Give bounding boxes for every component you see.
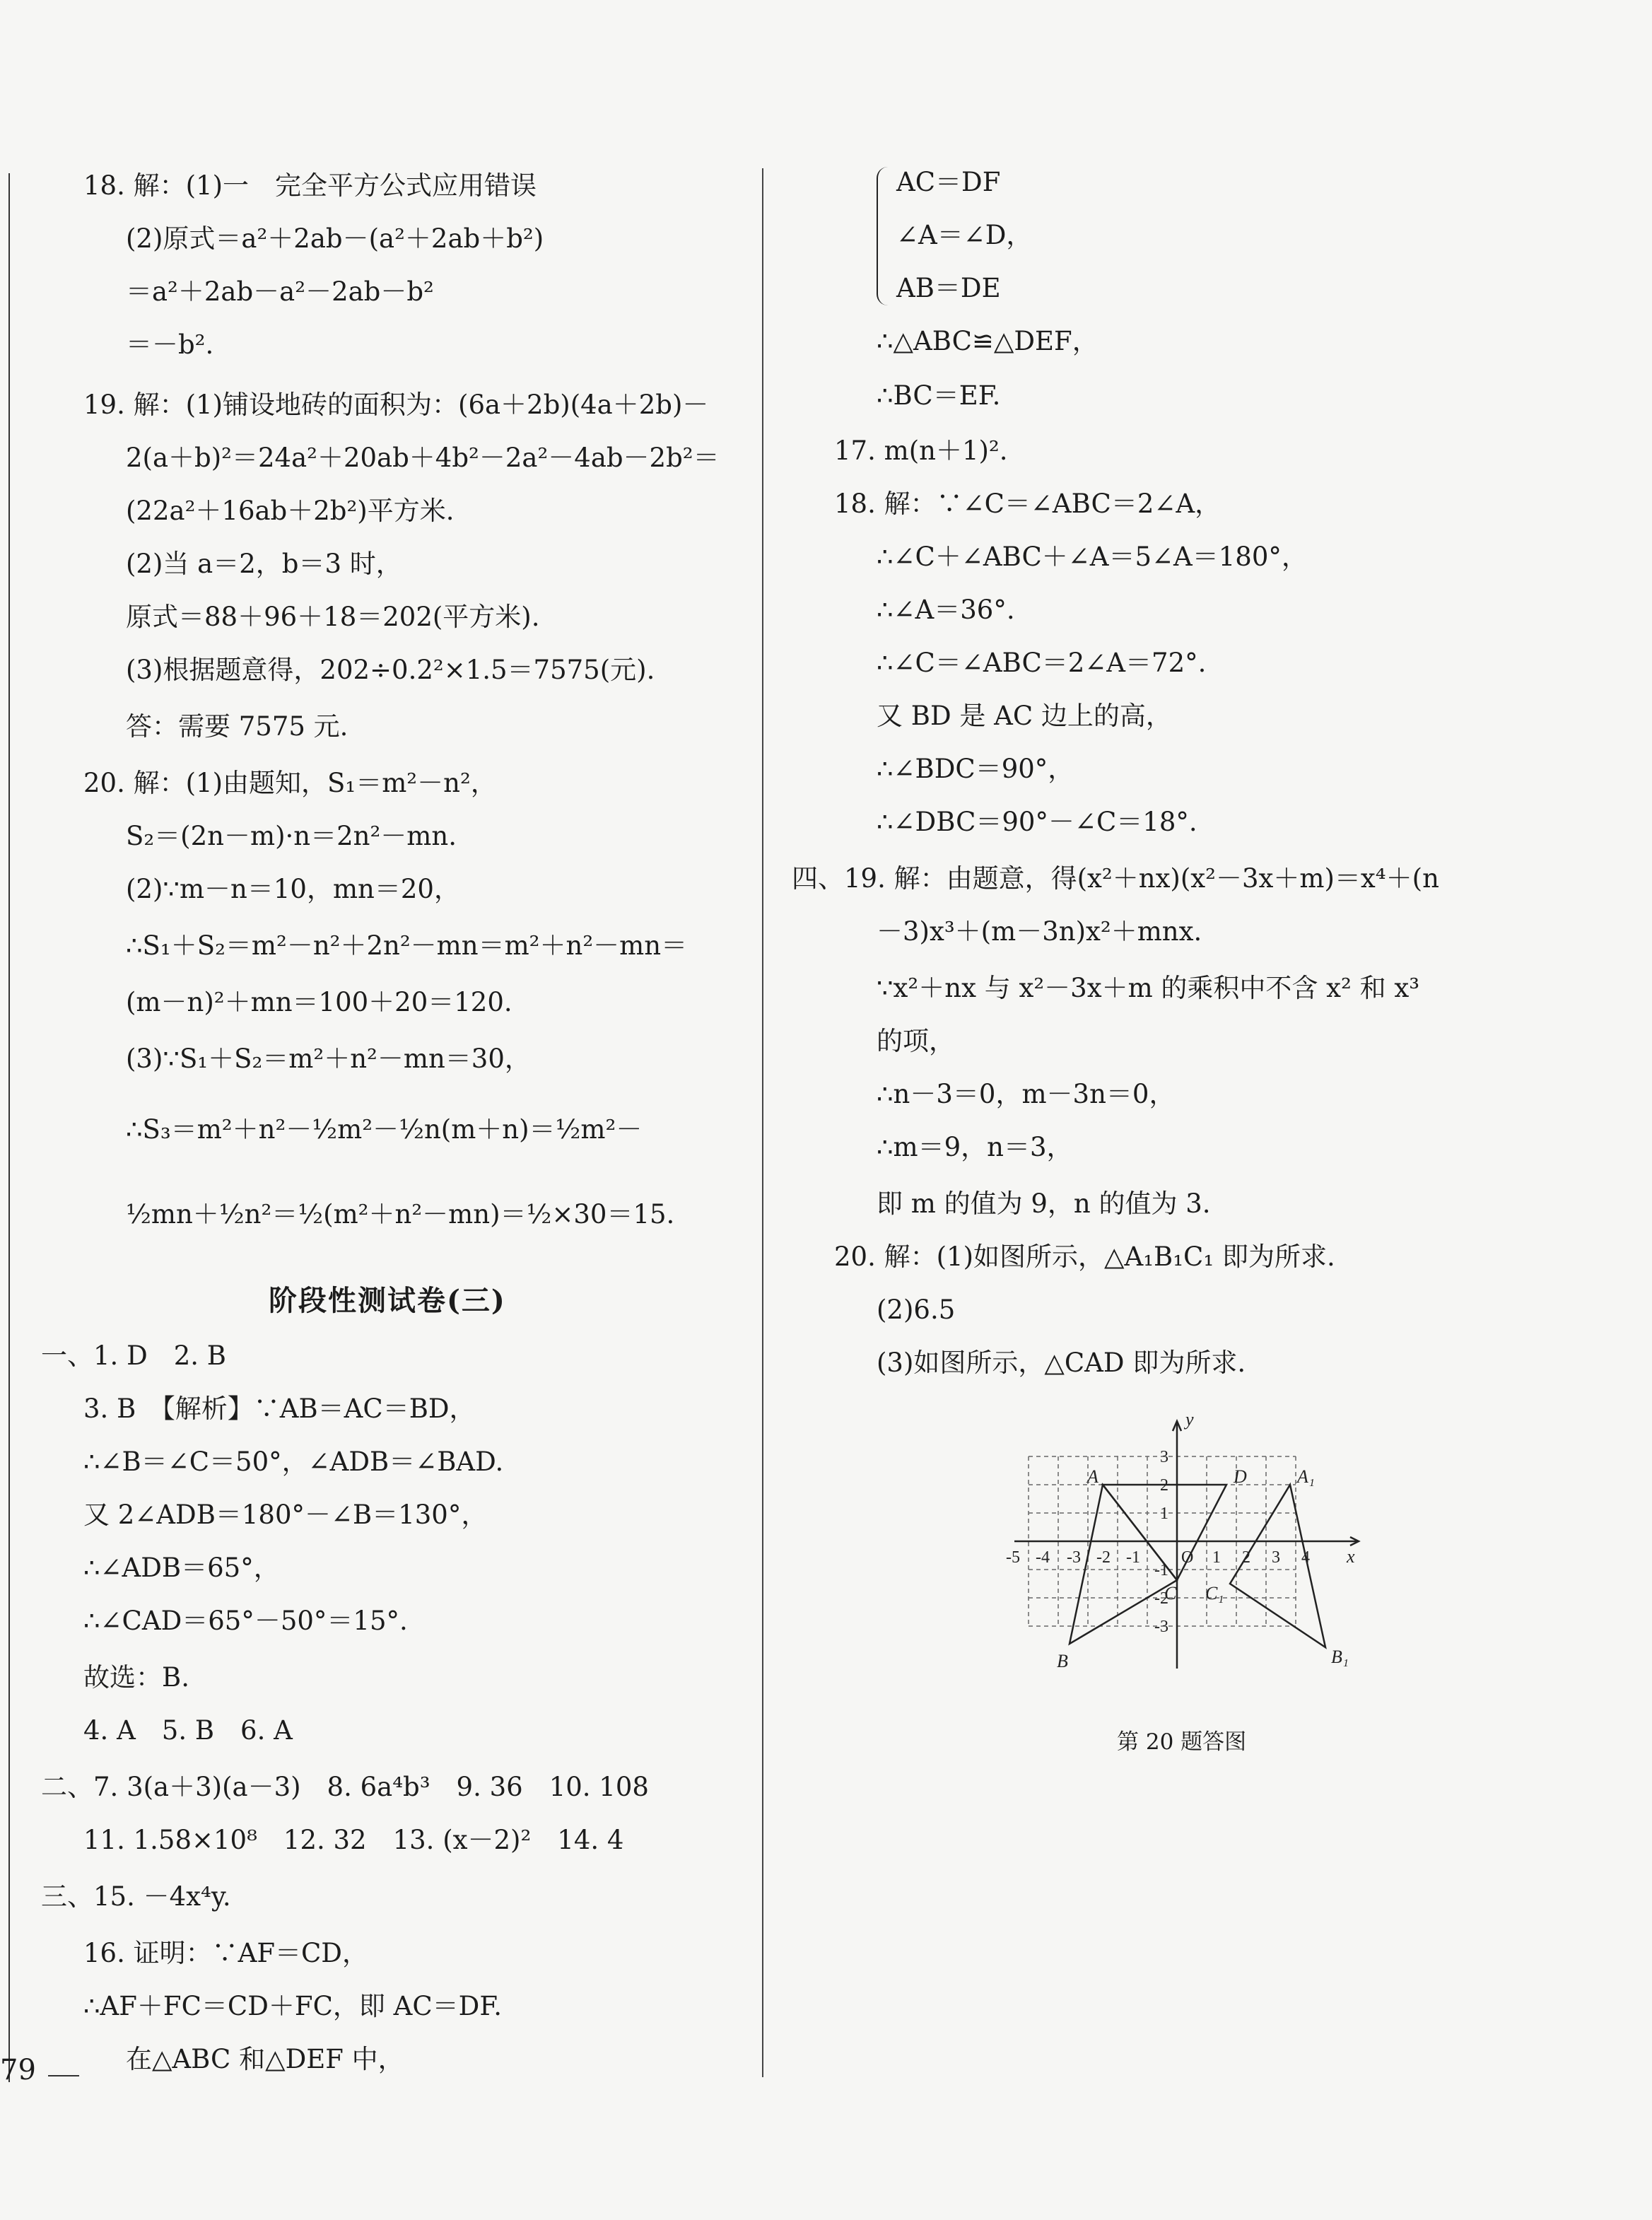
left-line-16: (3)∵S₁＋S₂＝m²＋n²－mn＝30， [126, 1044, 531, 1074]
right-line-11: ∴∠BDC＝90°， [877, 754, 1074, 784]
right-line-21: (2)6.5 [877, 1295, 956, 1325]
left-line-9: (3)根据题意得，202÷0.2²×1.5＝7575(元). [126, 655, 655, 685]
svg-text:-1: -1 [1154, 1561, 1168, 1579]
svg-text:D: D [1234, 1466, 1247, 1487]
left-line-31: ∴AF＋FC＝CD＋FC，即 AC＝DF. [83, 1991, 502, 2021]
svg-text:A: A [1087, 1466, 1099, 1487]
svg-text:-3: -3 [1154, 1618, 1168, 1636]
right-line-1: ∠A＝∠D， [896, 220, 1033, 250]
svg-text:-2: -2 [1154, 1589, 1168, 1608]
left-line-32: 在△ABC 和△DEF 中， [126, 2044, 404, 2074]
left-line-11: 20. 解：(1)由题知，S₁＝m²－n²， [83, 768, 497, 798]
right-line-10: 又 BD 是 AC 边上的高， [877, 701, 1172, 731]
left-line-8: 原式＝88＋96＋18＝202(平方米). [126, 602, 540, 632]
svg-text:y: y [1185, 1414, 1194, 1430]
svg-text:1: 1 [1160, 1505, 1168, 1523]
right-line-9: ∴∠C＝∠ABC＝2∠A＝72°. [877, 648, 1207, 678]
left-line-26: 4. A 5. B 6. A [83, 1715, 293, 1746]
left-line-22: 又 2∠ADB＝180°－∠B＝130°， [83, 1500, 488, 1530]
right-line-19: 即 m 的值为 9，n 的值为 3. [877, 1188, 1211, 1219]
right-line-2: AB＝DE [896, 273, 1001, 303]
left-line-28: 11. 1.58×10⁸ 12. 32 13. (x－2)² 14. 4 [83, 1825, 624, 1855]
left-margin-rule [8, 173, 10, 2082]
svg-text:B: B [1057, 1651, 1068, 1671]
left-line-6: (22a²＋16ab＋2b²)平方米. [126, 496, 455, 526]
svg-text:A₁: A₁ [1297, 1466, 1315, 1487]
left-line-20: 3. B 【解析】∵AB＝AC＝BD， [83, 1394, 476, 1424]
left-line-23: ∴∠ADB＝65°， [83, 1553, 280, 1583]
svg-text:-2: -2 [1096, 1548, 1111, 1567]
svg-text:-1: -1 [1126, 1548, 1140, 1567]
right-line-13: 四、19. 解：由题意，得(x²＋nx)(x²－3x＋m)＝x⁴＋(n [792, 863, 1439, 894]
left-line-4: 19. 解：(1)铺设地砖的面积为：(6a＋2b)(4a＋2b)－ [83, 390, 709, 420]
svg-text:-4: -4 [1036, 1548, 1050, 1567]
right-line-0: AC＝DF [896, 167, 1001, 197]
left-line-3: ＝－b². [126, 329, 214, 360]
left-line-27: 二、7. 3(a＋3)(a－3) 8. 6a⁴b³ 9. 36 10. 108 [41, 1772, 649, 1802]
page-number: 79 [0, 2054, 36, 2086]
svg-text:B₁: B₁ [1331, 1647, 1349, 1667]
right-line-8: ∴∠A＝36°. [877, 595, 1015, 625]
left-line-13: (2)∵m－n＝10，mn＝20， [126, 874, 460, 904]
svg-text:3: 3 [1272, 1548, 1280, 1567]
left-line-5: 2(a＋b)²＝24a²＋20ab＋4b²－2a²－4ab－2b²＝ [126, 443, 720, 473]
right-line-17: ∴n－3＝0，m－3n＝0， [877, 1079, 1176, 1109]
right-line-7: ∴∠C＋∠ABC＋∠A＝5∠A＝180°， [877, 542, 1308, 572]
svg-text:-3: -3 [1067, 1548, 1081, 1567]
figure-caption: 第 20 题答图 [1117, 1729, 1247, 1755]
right-line-16: 的项， [877, 1026, 955, 1056]
right-line-14: －3)x³＋(m－3n)x²＋mnx. [877, 916, 1202, 947]
left-line-30: 16. 证明：∵AF＝CD， [83, 1938, 368, 1968]
left-line-0: 18. 解：(1)一 完全平方公式应用错误 [83, 170, 537, 201]
right-line-15: ∵x²＋nx 与 x²－3x＋m 的乘积中不含 x² 和 x³ [877, 973, 1420, 1003]
svg-text:-5: -5 [1006, 1548, 1020, 1567]
left-line-2: ＝a²＋2ab－a²－2ab－b² [126, 276, 434, 307]
svg-text:C: C [1164, 1583, 1177, 1603]
left-line-18: ½mn＋½n²＝½(m²＋n²－mn)＝½×30＝15. [126, 1199, 675, 1229]
right-line-20: 20. 解：(1)如图所示，△A₁B₁C₁ 即为所求. [834, 1242, 1335, 1272]
svg-text:4: 4 [1301, 1548, 1310, 1567]
right-line-22: (3)如图所示，△CAD 即为所求. [877, 1348, 1246, 1378]
coordinate-figure [1000, 1414, 1368, 1683]
right-line-4: ∴BC＝EF. [877, 380, 1001, 411]
right-line-12: ∴∠DBC＝90°－∠C＝18°. [877, 807, 1197, 837]
svg-text:3: 3 [1160, 1448, 1168, 1466]
right-line-5: 17. m(n＋1)². [834, 436, 1008, 466]
svg-text:2: 2 [1160, 1476, 1168, 1495]
left-line-15: (m－n)²＋mn＝100＋20＝120. [126, 987, 512, 1017]
right-line-18: ∴m＝9，n＝3， [877, 1132, 1073, 1162]
left-line-12: S₂＝(2n－m)·n＝2n²－mn. [126, 821, 457, 851]
left-line-14: ∴S₁＋S₂＝m²－n²＋2n²－mn＝m²＋n²－mn＝ [126, 930, 688, 961]
section-title: 阶段性测试卷(三) [269, 1284, 506, 1317]
left-line-25: 故选：B. [83, 1662, 189, 1693]
left-line-21: ∴∠B＝∠C＝50°，∠ADB＝∠BAD. [83, 1447, 504, 1477]
left-line-29: 三、15. －4x⁴y. [41, 1881, 231, 1912]
svg-text:1: 1 [1212, 1548, 1221, 1567]
right-line-6: 18. 解：∵∠C＝∠ABC＝2∠A， [834, 489, 1222, 519]
left-line-24: ∴∠CAD＝65°－50°＝15°. [83, 1606, 408, 1636]
svg-text:C₁: C₁ [1205, 1583, 1224, 1603]
svg-text:2: 2 [1242, 1548, 1250, 1567]
svg-text:x: x [1347, 1546, 1355, 1567]
svg-text:O: O [1181, 1548, 1194, 1567]
column-divider [762, 168, 763, 2077]
right-line-3: ∴△ABC≌△DEF， [877, 326, 1099, 356]
system-brace [877, 167, 888, 305]
footer-dash [48, 2075, 79, 2076]
left-line-19: 一、1. D 2. B [41, 1340, 226, 1371]
left-line-17: ∴S₃＝m²＋n²－½m²－½n(m＋n)＝½m²－ [126, 1114, 643, 1145]
left-line-1: (2)原式＝a²＋2ab－(a²＋2ab＋b²) [126, 223, 544, 254]
left-line-10: 答：需要 7575 元. [126, 711, 348, 742]
left-line-7: (2)当 a＝2，b＝3 时， [126, 549, 402, 579]
